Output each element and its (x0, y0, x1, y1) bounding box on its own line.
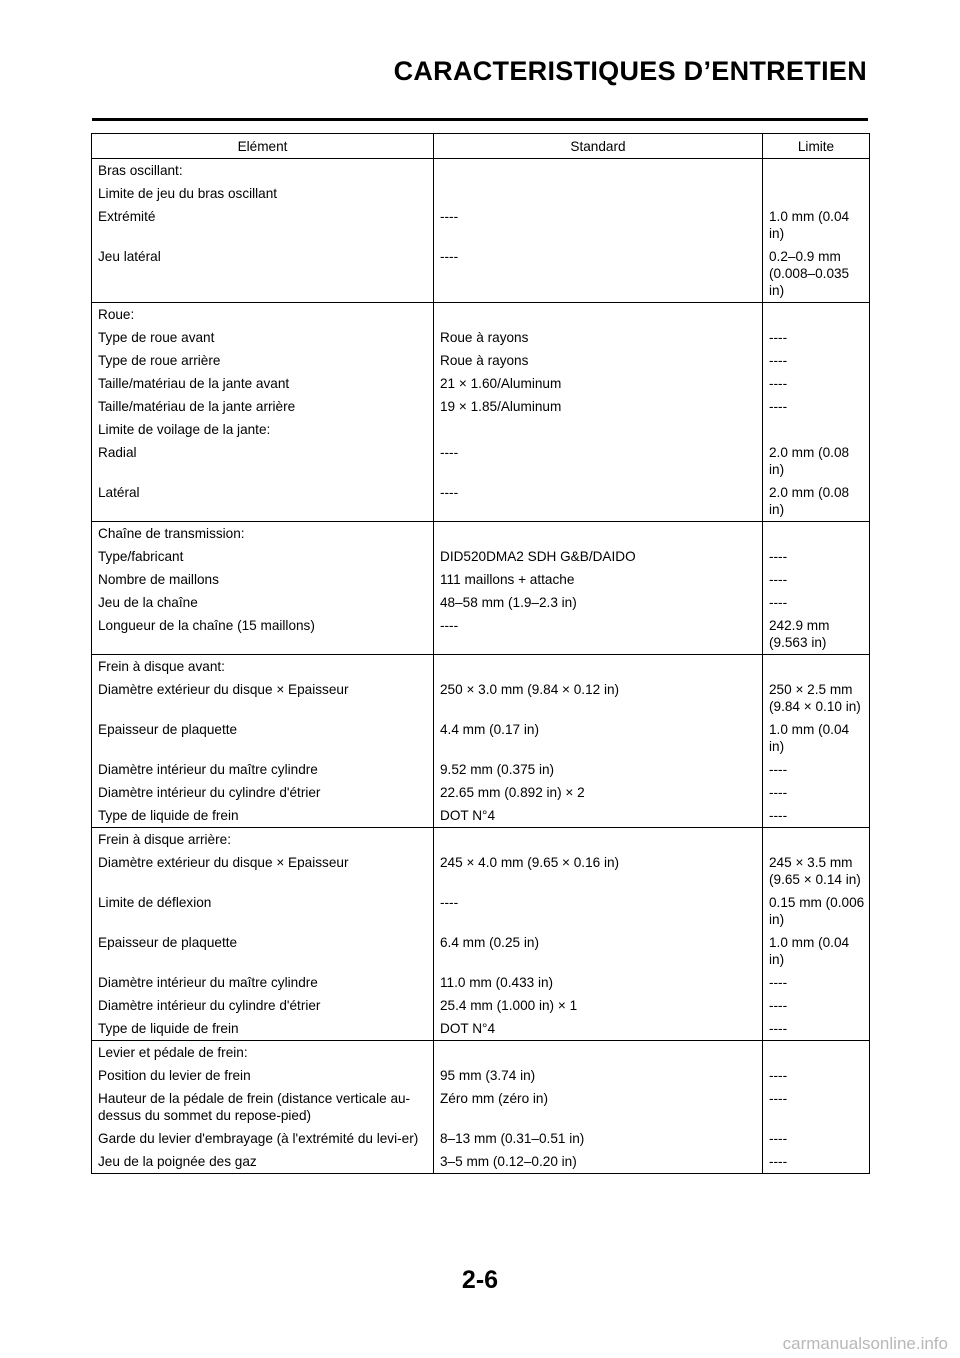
element-cell: Diamètre intérieur du maître cylindre (92, 971, 434, 994)
table-row (92, 614, 870, 655)
limit-cell: 2.0 mm (0.08 in) (763, 441, 870, 481)
standard-cell: 4.4 mm (0.17 in) (434, 718, 763, 758)
standard-cell (434, 828, 763, 852)
standard-cell: Roue à rayons (434, 349, 763, 372)
standard-cell: 22.65 mm (0.892 in) × 2 (434, 781, 763, 804)
table-row (92, 395, 870, 418)
table-row (92, 718, 870, 758)
limit-cell: ---- (763, 1017, 870, 1041)
table-row (92, 1087, 870, 1127)
table-row (92, 205, 870, 245)
table-header (92, 134, 870, 159)
table-section (92, 655, 870, 828)
standard-cell: ---- (434, 481, 763, 522)
limit-cell: 250 × 2.5 mm (9.84 × 0.10 in) (763, 678, 870, 718)
table-row (92, 655, 870, 679)
table-row (92, 851, 870, 891)
table-row (92, 891, 870, 931)
standard-cell (434, 1041, 763, 1065)
standard-cell: ---- (434, 441, 763, 481)
standard-cell (434, 182, 763, 205)
table-row (92, 545, 870, 568)
standard-cell: ---- (434, 205, 763, 245)
element-cell: Position du levier de frein (92, 1064, 434, 1087)
limit-cell (763, 1041, 870, 1065)
table-row (92, 678, 870, 718)
standard-cell: 245 × 4.0 mm (9.65 × 0.16 in) (434, 851, 763, 891)
table-row (92, 931, 870, 971)
limit-cell: 245 × 3.5 mm (9.65 × 0.14 in) (763, 851, 870, 891)
standard-cell (434, 655, 763, 679)
limit-cell: 0.2–0.9 mm (0.008–0.035 in) (763, 245, 870, 303)
element-cell: Bras oscillant: (92, 159, 434, 183)
limit-cell: 242.9 mm (9.563 in) (763, 614, 870, 655)
limit-cell (763, 303, 870, 327)
column-header-element: Elément (92, 134, 434, 159)
element-cell: Frein à disque avant: (92, 655, 434, 679)
limit-cell: ---- (763, 1127, 870, 1150)
element-cell: Type/fabricant (92, 545, 434, 568)
table-row (92, 758, 870, 781)
table-row (92, 1017, 870, 1041)
table-row (92, 441, 870, 481)
standard-cell: DID520DMA2 SDH G&B/DAIDO (434, 545, 763, 568)
limit-cell: ---- (763, 781, 870, 804)
standard-cell: DOT N°4 (434, 1017, 763, 1041)
limit-cell: ---- (763, 1087, 870, 1127)
limit-cell: ---- (763, 1064, 870, 1087)
page-title: CARACTERISTIQUES D’ENTRETIEN (393, 56, 867, 86)
table-row (92, 804, 870, 828)
element-cell: Epaisseur de plaquette (92, 718, 434, 758)
limit-cell: ---- (763, 591, 870, 614)
standard-cell: 19 × 1.85/Aluminum (434, 395, 763, 418)
table-row (92, 1150, 870, 1174)
element-cell: Radial (92, 441, 434, 481)
element-cell: Type de liquide de frein (92, 1017, 434, 1041)
table-row (92, 245, 870, 303)
standard-cell: DOT N°4 (434, 804, 763, 828)
element-cell: Type de roue arrière (92, 349, 434, 372)
standard-cell: 25.4 mm (1.000 in) × 1 (434, 994, 763, 1017)
table-section (92, 159, 870, 303)
standard-cell: 8–13 mm (0.31–0.51 in) (434, 1127, 763, 1150)
element-cell: Type de liquide de frein (92, 804, 434, 828)
element-cell: Diamètre intérieur du maître cylindre (92, 758, 434, 781)
table-row (92, 781, 870, 804)
element-cell: Garde du levier d'embrayage (à l'extrémité du levi-er) (92, 1127, 434, 1150)
table-row (92, 1041, 870, 1065)
element-cell: Jeu de la poignée des gaz (92, 1150, 434, 1174)
limit-cell: 2.0 mm (0.08 in) (763, 481, 870, 522)
table-section (92, 303, 870, 522)
table-row (92, 828, 870, 852)
table-row (92, 971, 870, 994)
limit-cell: 1.0 mm (0.04 in) (763, 931, 870, 971)
table-row (92, 522, 870, 546)
element-cell: Diamètre intérieur du cylindre d'étrier (92, 994, 434, 1017)
standard-cell: 3–5 mm (0.12–0.20 in) (434, 1150, 763, 1174)
standard-cell (434, 303, 763, 327)
table-row (92, 159, 870, 183)
element-cell: Levier et pédale de frein: (92, 1041, 434, 1065)
table-row (92, 418, 870, 441)
limit-cell (763, 655, 870, 679)
element-cell: Roue: (92, 303, 434, 327)
table-section (92, 522, 870, 655)
standard-cell (434, 418, 763, 441)
table-row (92, 326, 870, 349)
limit-cell: 1.0 mm (0.04 in) (763, 205, 870, 245)
table-row (92, 1127, 870, 1150)
element-cell: Latéral (92, 481, 434, 522)
limit-cell: ---- (763, 971, 870, 994)
element-cell: Diamètre intérieur du cylindre d'étrier (92, 781, 434, 804)
table-row (92, 1064, 870, 1087)
limit-cell: ---- (763, 349, 870, 372)
table-row (92, 349, 870, 372)
standard-cell: 48–58 mm (1.9–2.3 in) (434, 591, 763, 614)
standard-cell: 21 × 1.60/Aluminum (434, 372, 763, 395)
table-row (92, 182, 870, 205)
limit-cell: ---- (763, 372, 870, 395)
limit-cell: ---- (763, 568, 870, 591)
standard-cell: 250 × 3.0 mm (9.84 × 0.12 in) (434, 678, 763, 718)
limit-cell: ---- (763, 326, 870, 349)
standard-cell: Zéro mm (zéro in) (434, 1087, 763, 1127)
limit-cell: ---- (763, 758, 870, 781)
element-cell: Hauteur de la pédale de frein (distance verticale au-dessus du sommet du repose-pied) (92, 1087, 434, 1127)
standard-cell (434, 522, 763, 546)
limit-cell: ---- (763, 804, 870, 828)
limit-cell: ---- (763, 545, 870, 568)
table-header-row (92, 134, 870, 159)
title-rule (92, 118, 868, 121)
limit-cell: 0.15 mm (0.006 in) (763, 891, 870, 931)
element-cell: Diamètre extérieur du disque × Epaisseur (92, 678, 434, 718)
limit-cell: ---- (763, 994, 870, 1017)
standard-cell: 111 maillons + attache (434, 568, 763, 591)
table-row (92, 303, 870, 327)
element-cell: Extrémité (92, 205, 434, 245)
standard-cell: 11.0 mm (0.433 in) (434, 971, 763, 994)
element-cell: Limite de jeu du bras oscillant (92, 182, 434, 205)
element-cell: Limite de déflexion (92, 891, 434, 931)
element-cell: Taille/matériau de la jante avant (92, 372, 434, 395)
table-row (92, 591, 870, 614)
column-header-standard: Standard (434, 134, 763, 159)
limit-cell: ---- (763, 395, 870, 418)
table-section (92, 828, 870, 1041)
limit-cell (763, 522, 870, 546)
standard-cell: 9.52 mm (0.375 in) (434, 758, 763, 781)
limit-cell: ---- (763, 1150, 870, 1174)
limit-cell: 1.0 mm (0.04 in) (763, 718, 870, 758)
specifications-table (91, 133, 870, 1174)
table-row (92, 372, 870, 395)
element-cell: Diamètre extérieur du disque × Epaisseur (92, 851, 434, 891)
element-cell: Limite de voilage de la jante: (92, 418, 434, 441)
table-row (92, 481, 870, 522)
standard-cell (434, 159, 763, 183)
element-cell: Taille/matériau de la jante arrière (92, 395, 434, 418)
page-number: 2-6 (461, 1266, 499, 1294)
element-cell: Longueur de la chaîne (15 maillons) (92, 614, 434, 655)
limit-cell (763, 418, 870, 441)
limit-cell (763, 182, 870, 205)
watermark: carmanualsonline.info (782, 1334, 948, 1353)
element-cell: Jeu de la chaîne (92, 591, 434, 614)
standard-cell: 95 mm (3.74 in) (434, 1064, 763, 1087)
standard-cell: ---- (434, 891, 763, 931)
standard-cell: ---- (434, 614, 763, 655)
element-cell: Type de roue avant (92, 326, 434, 349)
standard-cell: 6.4 mm (0.25 in) (434, 931, 763, 971)
table-section (92, 1041, 870, 1174)
table-row (92, 994, 870, 1017)
standard-cell: ---- (434, 245, 763, 303)
element-cell: Epaisseur de plaquette (92, 931, 434, 971)
element-cell: Chaîne de transmission: (92, 522, 434, 546)
element-cell: Nombre de maillons (92, 568, 434, 591)
table-row (92, 568, 870, 591)
element-cell: Frein à disque arrière: (92, 828, 434, 852)
standard-cell: Roue à rayons (434, 326, 763, 349)
limit-cell (763, 159, 870, 183)
limit-cell (763, 828, 870, 852)
column-header-limit: Limite (763, 134, 870, 159)
element-cell: Jeu latéral (92, 245, 434, 303)
